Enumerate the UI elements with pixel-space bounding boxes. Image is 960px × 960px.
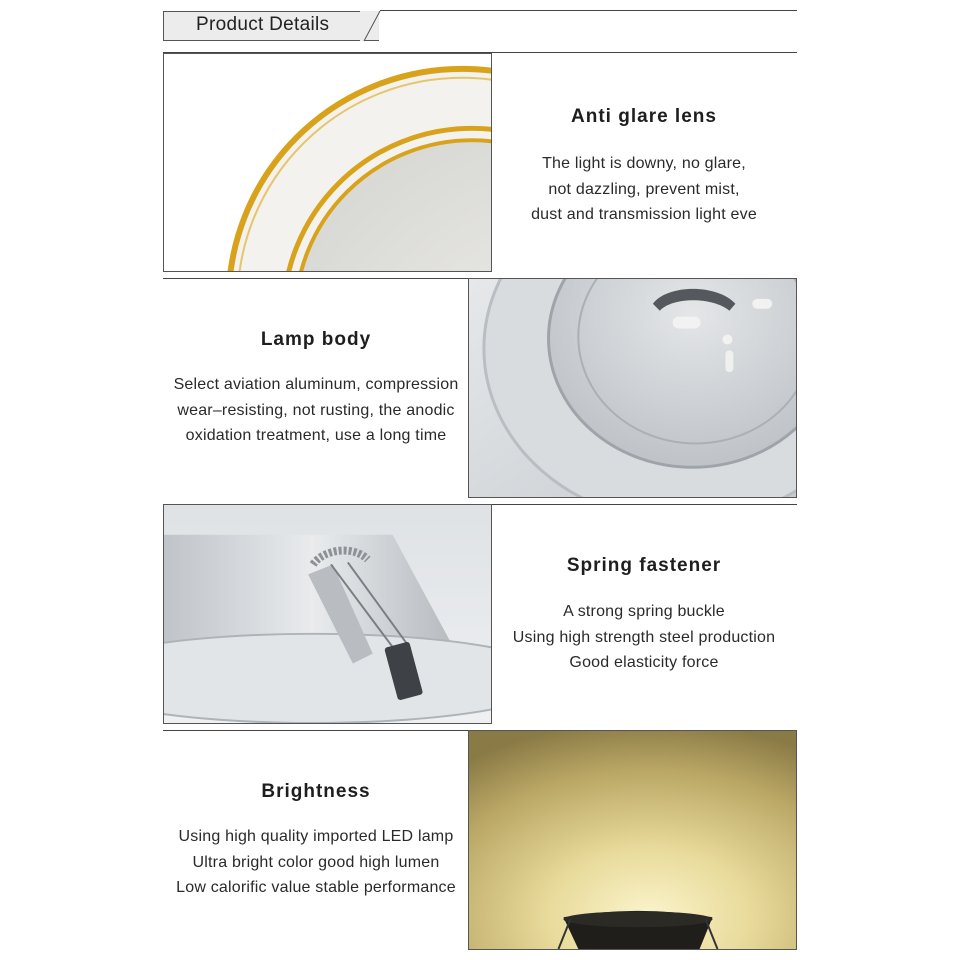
description-line: Good elasticity force [569,654,719,671]
description-line: not dazzling, prevent mist, [548,180,740,198]
feature-title: Anti glare lens [571,106,717,127]
description-line: dust and transmission light eve [531,206,757,223]
description-line: Ultra bright color good high lumen [192,853,440,871]
brightness-image [468,730,797,950]
spring-fastener-image [163,504,492,724]
description-line: Select aviation aluminum, compression [173,376,459,393]
header-rule [380,10,797,11]
lamp-body-image [468,278,797,498]
description-line: Using high quality imported LED lamp [178,828,454,845]
description-line: oxidation treatment, use a long time [185,427,447,444]
description-line: wear–resisting, not rusting, the anodic [177,401,455,419]
feature-description [490,599,798,676]
feature-description [162,372,470,449]
feature-title: Spring fastener [566,555,722,576]
description-line: The light is downy, no glare, [542,155,746,172]
feature-title: Brightness [261,781,371,802]
header-slant-decoration [360,10,400,42]
feature-title: Lamp body [260,329,372,350]
feature-description [500,151,788,228]
description-line: Using high strength steel production [512,628,776,646]
description-line: A strong spring buckle [563,603,725,620]
page-title: Product Details [196,14,330,35]
anti-glare-lens-image [163,53,492,272]
description-line: Low calorific value stable performance [176,879,456,896]
feature-description [162,824,470,901]
